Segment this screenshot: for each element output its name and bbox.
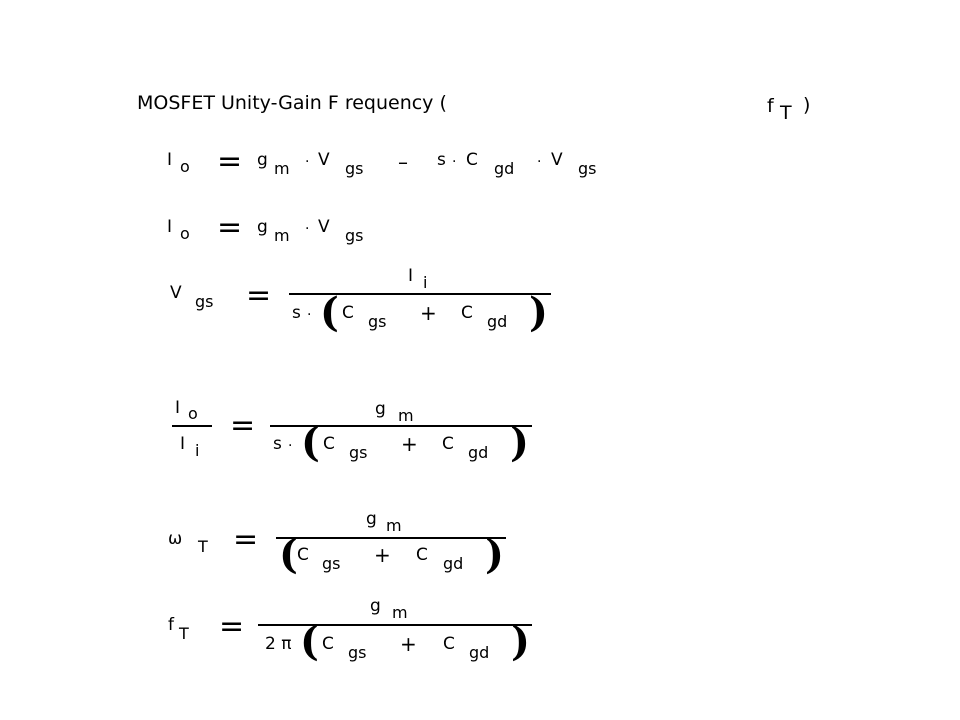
eq3-gs-sub: gs: [368, 312, 387, 331]
eq4-g: g: [375, 399, 386, 419]
eq5-gd-sub: gd: [443, 554, 464, 573]
eq5-gs-sub: gs: [322, 554, 341, 573]
eq6-m: m: [392, 603, 408, 622]
eq6-lparen: (: [300, 618, 319, 665]
eq4-C2: C: [442, 434, 454, 454]
eq2-equals: =: [217, 210, 243, 245]
eq4-o: o: [188, 404, 198, 423]
eq3-equals: =: [246, 278, 272, 313]
eq3-gs: gs: [195, 292, 214, 311]
eq3-dot: ·: [307, 307, 312, 323]
eq4-plus: +: [401, 432, 418, 456]
eq2-g: g: [257, 217, 268, 237]
eq1-dot2: ·: [452, 154, 457, 170]
eq5-m: m: [386, 516, 402, 535]
eq3-C1: C: [342, 303, 354, 323]
eq4-i: i: [195, 441, 200, 460]
eq1-g: g: [257, 150, 268, 170]
eq3-num-I: I: [408, 266, 414, 286]
eq6-equals: =: [219, 609, 245, 644]
eq3-V: V: [170, 283, 182, 303]
eq1-I: I: [167, 150, 173, 170]
eq4-m: m: [398, 406, 414, 425]
title-sub-t: T: [780, 102, 792, 124]
eq5-rparen: ): [485, 531, 504, 578]
eq4-dot: ·: [288, 438, 293, 454]
eq5-g: g: [366, 509, 377, 529]
eq3-plus: +: [420, 301, 437, 325]
eq3-C2: C: [461, 303, 473, 323]
eq1-V: V: [318, 150, 330, 170]
eq1-gd: gd: [494, 159, 515, 178]
eq1-dot3: ·: [537, 154, 542, 170]
eq1-C: C: [466, 150, 478, 170]
eq2-gs: gs: [345, 226, 364, 245]
eq1-gs: gs: [345, 159, 364, 178]
eq5-C1: C: [297, 545, 309, 565]
eq4-lparen: (: [301, 419, 320, 466]
eq4-I-den: I: [180, 434, 186, 454]
eq6-two-pi: 2 π: [265, 634, 292, 654]
eq3-rparen: ): [529, 289, 548, 336]
eq2-dot: ·: [305, 221, 310, 237]
eq4-lhs-fraction-bar: [172, 425, 212, 427]
eq1-gs2: gs: [578, 159, 597, 178]
eq6-g: g: [370, 596, 381, 616]
eq4-equals: =: [230, 408, 256, 443]
eq4-I-num: I: [175, 398, 181, 418]
eq6-T: T: [179, 624, 189, 643]
eq6-gd-sub: gd: [469, 643, 490, 662]
eq1-s: s: [437, 150, 446, 170]
eq6-plus: +: [400, 632, 417, 656]
eq2-V: V: [318, 217, 330, 237]
eq1-o: o: [180, 157, 190, 176]
eq6-C2: C: [443, 634, 455, 654]
eq4-s: s: [273, 434, 282, 454]
eq6-f: f: [168, 615, 174, 635]
eq1-minus: –: [398, 150, 408, 174]
eq3-gd-sub: gd: [487, 312, 508, 331]
eq3-s: s: [292, 303, 301, 323]
eq5-plus: +: [374, 543, 391, 567]
eq1-V2: V: [551, 150, 563, 170]
eq3-num-i: i: [423, 273, 428, 292]
eq4-gd-sub: gd: [468, 443, 489, 462]
eq2-m: m: [274, 226, 290, 245]
eq1-dot1: ·: [305, 154, 310, 170]
eq5-C2: C: [416, 545, 428, 565]
title-f: f: [767, 95, 774, 117]
eq4-C1: C: [323, 434, 335, 454]
eq5-fraction-bar: [276, 537, 506, 539]
eq5-lparen: (: [279, 531, 298, 578]
eq2-o: o: [180, 224, 190, 243]
eq6-gs-sub: gs: [348, 643, 367, 662]
eq4-rparen: ): [510, 419, 529, 466]
eq1-m: m: [274, 159, 290, 178]
eq5-T: T: [198, 537, 208, 556]
page-title: MOSFET Unity-Gain F requency (: [137, 92, 447, 114]
eq5-omega: ω: [168, 529, 183, 549]
eq6-C1: C: [322, 634, 334, 654]
eq4-gs-sub: gs: [349, 443, 368, 462]
eq3-lparen: (: [320, 289, 339, 336]
eq6-rparen: ): [511, 618, 530, 665]
title-close-paren: ): [803, 94, 811, 116]
eq1-equals: =: [217, 144, 243, 179]
eq5-equals: =: [233, 522, 259, 557]
eq2-I: I: [167, 217, 173, 237]
